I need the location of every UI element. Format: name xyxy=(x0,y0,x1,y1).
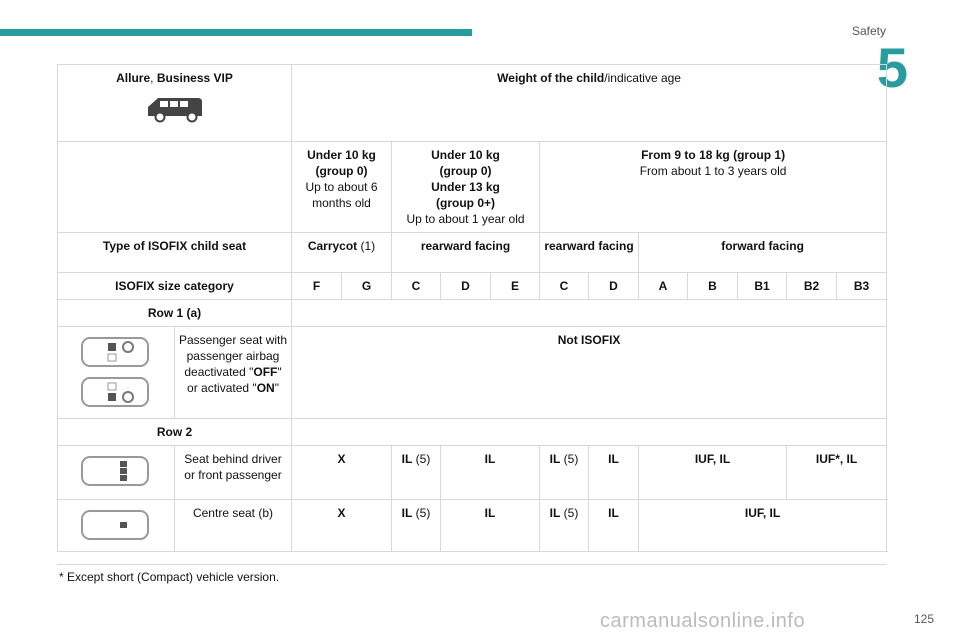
size-cell: E xyxy=(491,273,540,300)
value-cell: IL xyxy=(589,446,639,500)
value-cell: IL (5) xyxy=(392,500,441,552)
size-cell: C xyxy=(392,273,441,300)
not-isofix-cell: Not ISOFIX xyxy=(292,327,887,419)
watermark: carmanualsonline.info xyxy=(600,610,806,632)
empty-cell xyxy=(292,419,887,446)
chapter-number: 5 xyxy=(876,36,908,99)
passenger-seat-cell: Passenger seat with passenger airbag deactivated "OFF" or activated "ON" xyxy=(175,327,292,419)
size-label: ISOFIX size category xyxy=(58,273,292,300)
size-cell: A xyxy=(639,273,688,300)
rear-centre-seat-diagram xyxy=(58,500,175,552)
size-cell: C xyxy=(540,273,589,300)
centre-seat-cell: Centre seat (b) xyxy=(175,500,292,552)
value-cell: IL (5) xyxy=(392,446,441,500)
car-top-view-icon xyxy=(80,374,152,410)
value-cell: IL xyxy=(441,446,540,500)
rearward-cell-2: rearward facing xyxy=(540,233,639,273)
front-seat-diagrams xyxy=(58,327,175,419)
type-label: Type of ISOFIX child seat xyxy=(58,233,292,273)
top-accent-bar xyxy=(0,29,472,36)
group-0-cell: Under 10 kg (group 0) Up to about 6 months old xyxy=(292,142,392,233)
version-cell xyxy=(58,65,292,142)
version-label: Allure, Business VIP xyxy=(116,71,233,85)
row1-label: Row 1 (a) xyxy=(58,300,292,327)
page-number: 125 xyxy=(913,612,934,626)
size-cell: B2 xyxy=(787,273,837,300)
value-cell: IUF*, IL xyxy=(787,446,887,500)
footnote: * Except short (Compact) vehicle version. xyxy=(59,570,280,584)
group-1-cell: From 9 to 18 kg (group 1) From about 1 to 3 years old xyxy=(540,142,887,233)
size-cell: D xyxy=(589,273,639,300)
size-cell: B1 xyxy=(738,273,787,300)
car-top-view-icon xyxy=(80,453,152,489)
value-cell: IUF, IL xyxy=(639,500,887,552)
value-cell: IL (5) xyxy=(540,500,589,552)
size-cell: F xyxy=(292,273,342,300)
size-cell: G xyxy=(342,273,392,300)
empty-cell xyxy=(58,142,292,233)
rear-outer-seat-diagram xyxy=(58,446,175,500)
size-cell: B3 xyxy=(837,273,887,300)
value-cell: IUF, IL xyxy=(639,446,787,500)
car-top-view-icon xyxy=(80,334,152,370)
value-cell: IL xyxy=(589,500,639,552)
carrycot-cell: Carrycot (1) xyxy=(292,233,392,273)
van-icon xyxy=(144,94,206,124)
size-cell: B xyxy=(688,273,738,300)
value-cell: X xyxy=(292,500,392,552)
footnote-divider xyxy=(57,564,886,565)
value-cell: IL (5) xyxy=(540,446,589,500)
car-top-view-icon xyxy=(80,507,152,543)
seat-behind-cell: Seat behind driver or front passenger xyxy=(175,446,292,500)
forward-cell: forward facing xyxy=(639,233,887,273)
value-cell: X xyxy=(292,446,392,500)
isofix-table xyxy=(57,64,887,552)
section-title: Safety xyxy=(851,24,886,38)
value-cell: IL xyxy=(441,500,540,552)
row2-label: Row 2 xyxy=(58,419,292,446)
empty-cell xyxy=(292,300,887,327)
size-cell: D xyxy=(441,273,491,300)
rearward-cell-1: rearward facing xyxy=(392,233,540,273)
weight-title-cell: Weight of the child/indicative age xyxy=(292,65,887,142)
group-0plus-cell: Under 10 kg (group 0) Under 13 kg (group 0+) Up to about 1 year old xyxy=(392,142,540,233)
